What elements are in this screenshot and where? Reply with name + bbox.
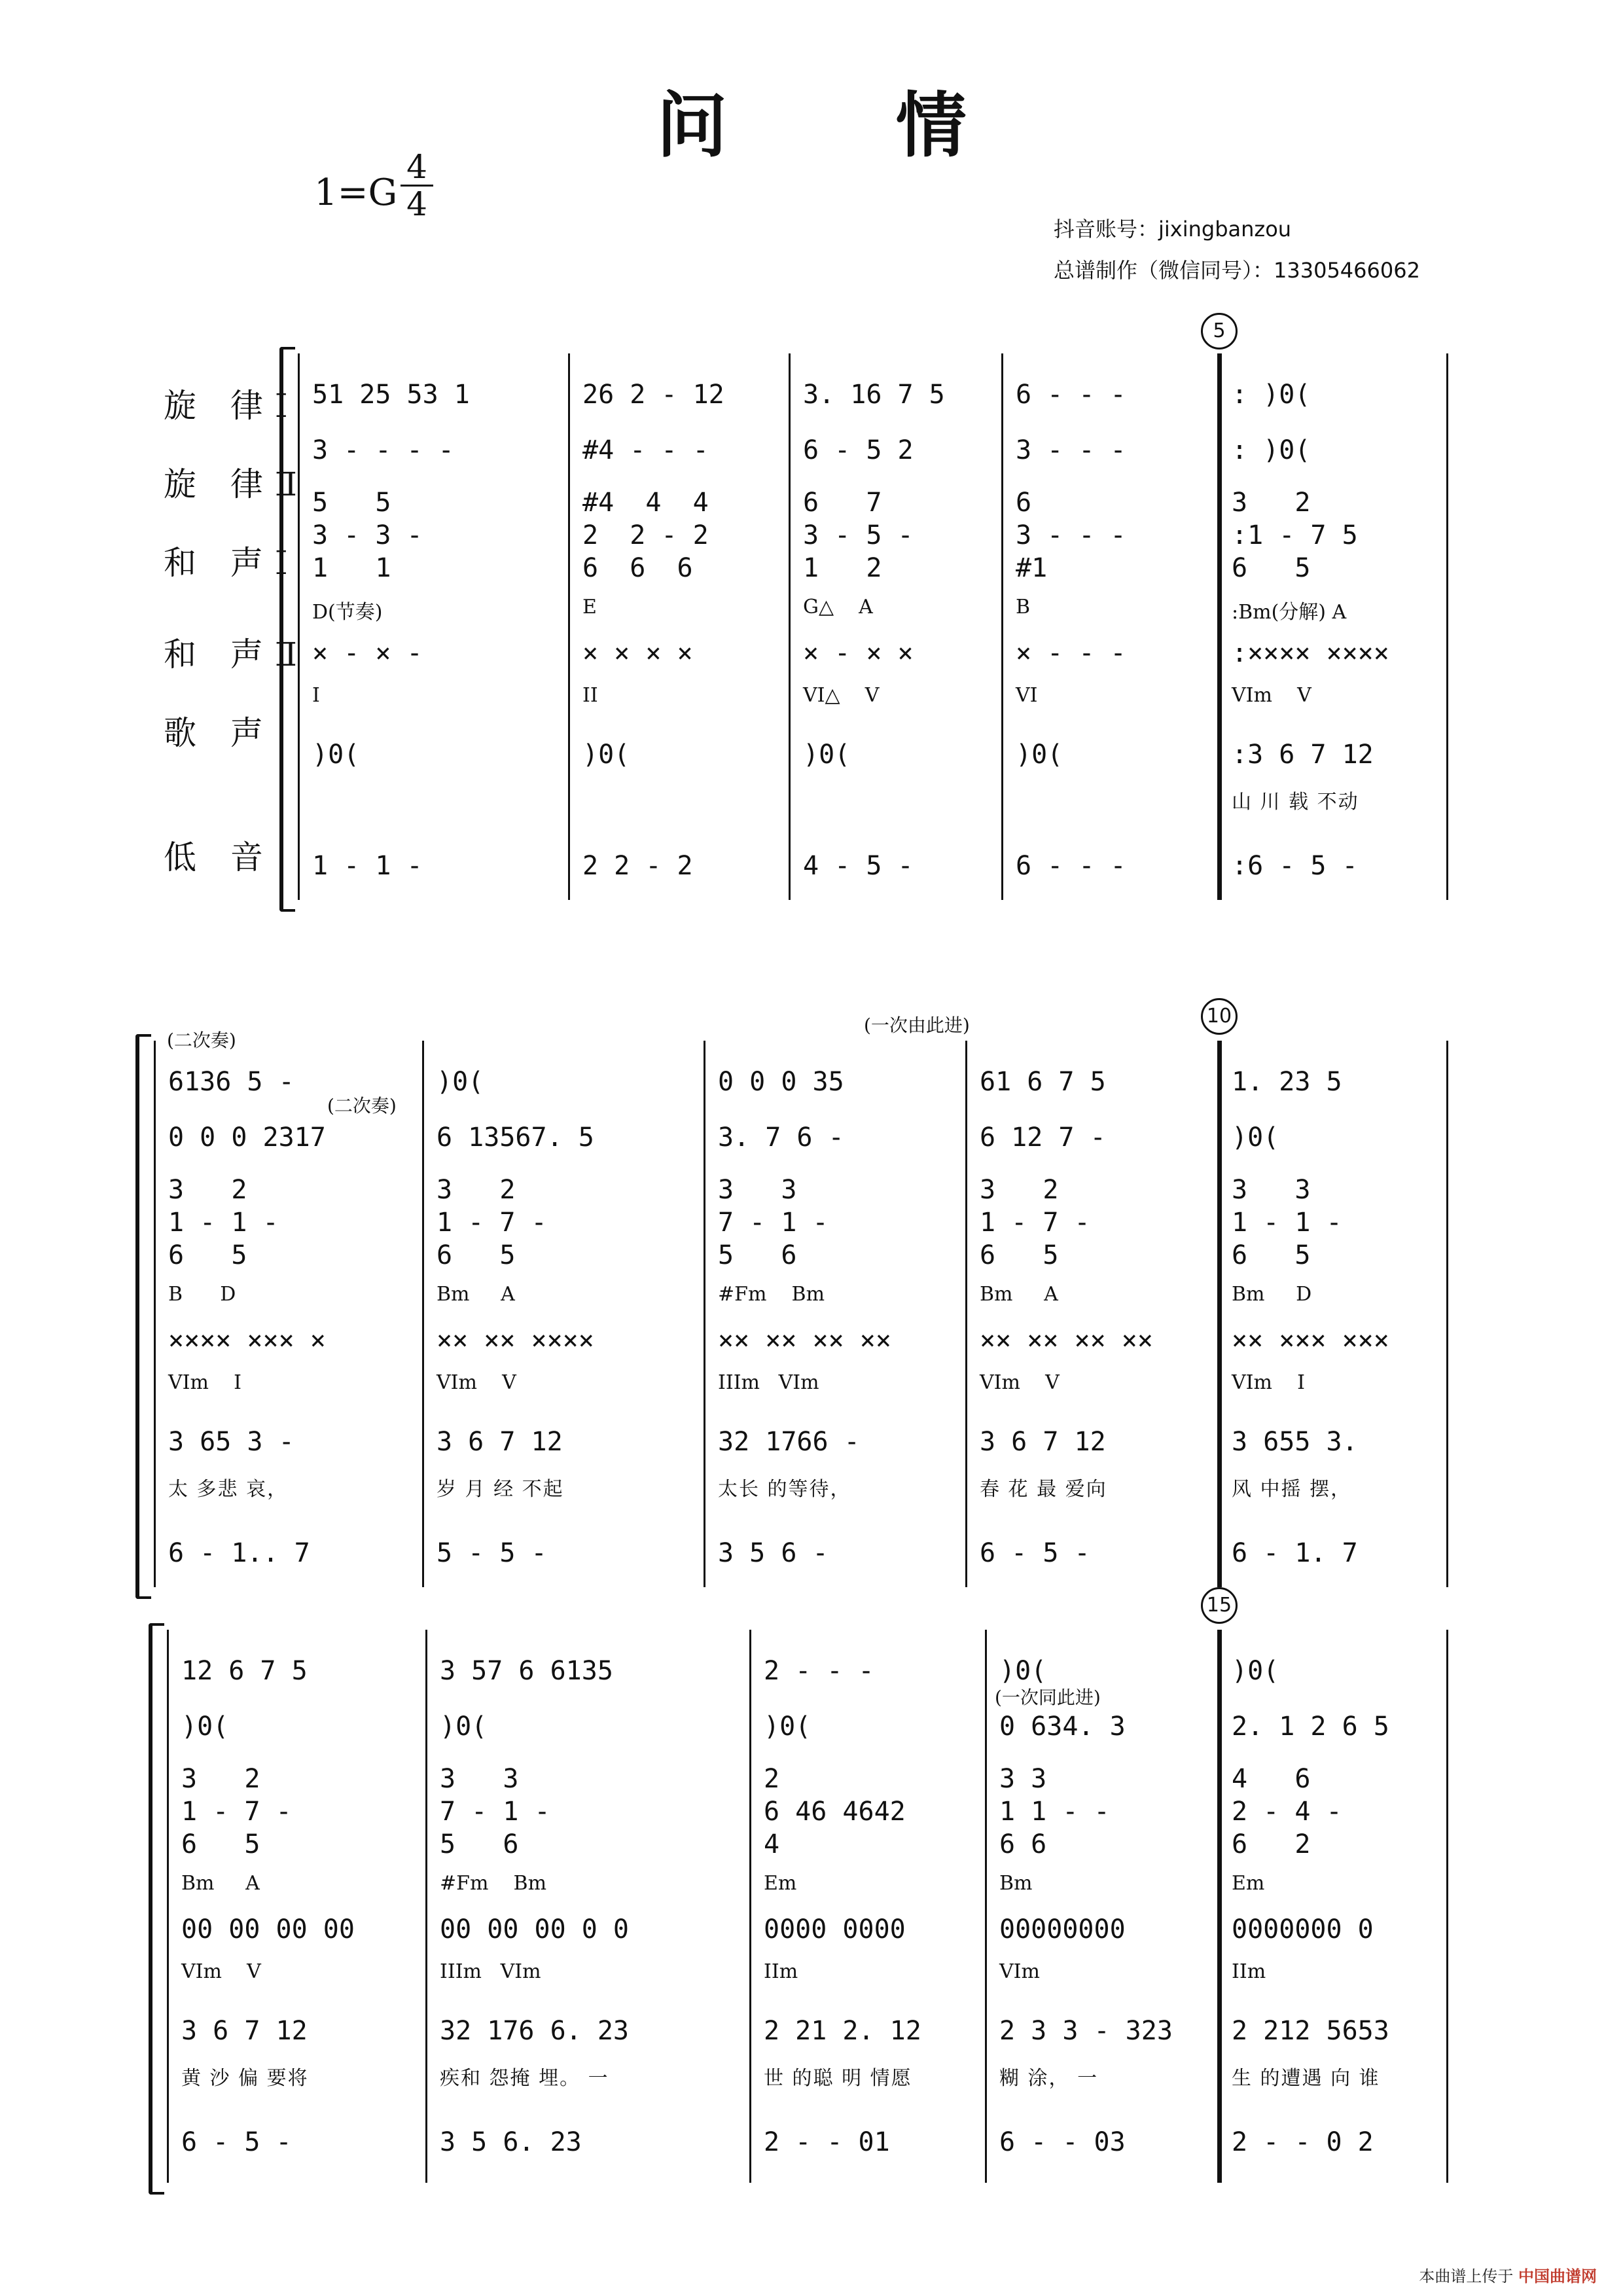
mel1-measure: 2 - - - bbox=[764, 1656, 874, 1686]
har-mid-measure: 1 - 7 - bbox=[181, 1797, 292, 1827]
instrument-label: 低 音 bbox=[164, 838, 275, 876]
voice-measure: :3 6 7 12 bbox=[1232, 740, 1374, 770]
mel1-measure: 6136 5 - bbox=[168, 1067, 294, 1097]
bar-line bbox=[1001, 353, 1003, 900]
lyrics-measure: 生 的遭遇 向 谁 bbox=[1232, 2067, 1380, 2090]
rhythm-measure: 00 00 00 00 bbox=[181, 1914, 355, 1945]
mel2-measure: )0( bbox=[440, 1712, 488, 1742]
chords-measure: Bm A bbox=[980, 1283, 1058, 1306]
lyrics-measure: 山 川 载 不动 bbox=[1232, 791, 1359, 814]
bar-line bbox=[1446, 1041, 1448, 1587]
voice-measure: )0( bbox=[1016, 740, 1063, 770]
har-bot-measure: 5 6 bbox=[440, 1829, 519, 1859]
rehearsal-mark: 15 bbox=[1201, 1587, 1238, 1624]
rhythm-measure: 00 00 00 0 0 bbox=[440, 1914, 629, 1945]
bass-measure: 4 - 5 - bbox=[803, 851, 914, 881]
first-time-enter-note: (一次同此进) bbox=[995, 1687, 1101, 1708]
mel1-measure: 6 - - - bbox=[1016, 380, 1126, 410]
footer-brand: 中国曲谱网 bbox=[1518, 2267, 1597, 2286]
har-bot-measure: 4 bbox=[764, 1829, 780, 1859]
mel2-measure: 0 0 0 2317 bbox=[168, 1122, 326, 1153]
har-top-measure: 3 2 bbox=[168, 1175, 247, 1205]
rhythm-measure: × - × - bbox=[312, 638, 423, 668]
chords-measure: :Bm(分解) A bbox=[1232, 601, 1347, 624]
instrument-label: 和 声Ⅰ bbox=[164, 544, 300, 582]
bass-measure: 2 - - 01 bbox=[764, 2127, 890, 2157]
har-bot-measure: 6 5 bbox=[168, 1240, 247, 1270]
har-mid-measure: 3 - 3 - bbox=[312, 520, 423, 550]
mel1-measure: 0 0 0 35 bbox=[718, 1067, 844, 1097]
degrees-measure: IIm bbox=[764, 1960, 798, 1983]
mel1-measure: 3 57 6 6135 bbox=[440, 1656, 613, 1686]
mel1-measure: )0( bbox=[999, 1656, 1047, 1686]
har-mid-measure: 1 1 - - bbox=[999, 1797, 1110, 1827]
bar-line bbox=[167, 1630, 169, 2183]
chords-measure: B D bbox=[168, 1283, 236, 1306]
mel2-measure: )0( bbox=[1232, 1122, 1279, 1153]
lyrics-measure: 太 多悲 哀， bbox=[168, 1478, 289, 1501]
voice-measure: 3 65 3 - bbox=[168, 1427, 294, 1457]
footer-text: 本曲谱上传于 bbox=[1419, 2267, 1514, 2286]
voice-measure: )0( bbox=[803, 740, 851, 770]
rhythm-measure: 0000 0000 bbox=[764, 1914, 906, 1945]
bar-line bbox=[789, 353, 791, 900]
har-top-measure: 4 6 bbox=[1232, 1764, 1311, 1794]
rhythm-measure: ×× ×× ×× ×× bbox=[718, 1325, 891, 1355]
mel1-measure: 3. 16 7 5 bbox=[803, 380, 945, 410]
har-top-measure: 2 bbox=[764, 1764, 780, 1794]
har-mid-measure: 1 - 1 - bbox=[1232, 1208, 1342, 1238]
har-mid-measure: :1 - 7 5 bbox=[1232, 520, 1358, 550]
mel2-measure: )0( bbox=[181, 1712, 229, 1742]
lyrics-measure: 黄 沙 偏 要将 bbox=[181, 2067, 309, 2090]
har-bot-measure: 6 5 bbox=[1232, 1240, 1311, 1270]
instrument-label: 和 声Ⅱ bbox=[164, 636, 309, 673]
douyin-credit: 抖音账号：jixingbanzou bbox=[1054, 217, 1292, 242]
chords-measure: #Fm Bm bbox=[440, 1872, 547, 1895]
har-mid-measure: 7 - 1 - bbox=[440, 1797, 550, 1827]
second-time-note: (二次奏) bbox=[167, 1030, 236, 1051]
mel2-measure: 0 634. 3 bbox=[999, 1712, 1126, 1742]
har-top-measure: 6 bbox=[1016, 488, 1032, 518]
bass-measure: 1 - 1 - bbox=[312, 851, 423, 881]
har-bot-measure: 1 2 bbox=[803, 553, 882, 583]
har-bot-measure: 6 5 bbox=[1232, 553, 1311, 583]
har-top-measure: 3 2 bbox=[1232, 488, 1311, 518]
lyrics-measure: 春 花 最 爱向 bbox=[980, 1478, 1107, 1501]
lyrics-measure: 风 中摇 摆， bbox=[1232, 1478, 1352, 1501]
voice-measure: )0( bbox=[582, 740, 630, 770]
bar-line bbox=[985, 1630, 987, 2183]
lyrics-measure: 世 的聪 明 情愿 bbox=[764, 2067, 912, 2090]
mel1-measure: 1. 23 5 bbox=[1232, 1067, 1342, 1097]
har-top-measure: 3 2 bbox=[181, 1764, 260, 1794]
maker-credit: 总谱制作（微信同号）：13305466062 bbox=[1054, 258, 1420, 283]
voice-measure: 3 655 3. bbox=[1232, 1427, 1358, 1457]
time-signature-top: 4 bbox=[406, 148, 427, 186]
har-top-measure: 3 3 bbox=[718, 1175, 797, 1205]
rhythm-measure: 0000000 0 bbox=[1232, 1914, 1374, 1945]
degrees-measure: VIm V bbox=[1232, 684, 1311, 707]
har-mid-measure: 3 - 5 - bbox=[803, 520, 914, 550]
har-bot-measure: 6 6 bbox=[999, 1829, 1047, 1859]
har-top-measure: 5 5 bbox=[312, 488, 391, 518]
bass-measure: 6 - 5 - bbox=[181, 2127, 292, 2157]
chords-measure: Em bbox=[764, 1872, 797, 1895]
mel1-measure: 61 6 7 5 bbox=[980, 1067, 1106, 1097]
har-top-measure: #4 4 4 bbox=[582, 488, 709, 518]
rhythm-measure: ×××× ××× × bbox=[168, 1325, 326, 1355]
mel1-measure: )0( bbox=[437, 1067, 484, 1097]
har-mid-measure: 1 - 1 - bbox=[168, 1208, 279, 1238]
chords-measure: Bm D bbox=[1232, 1283, 1312, 1306]
mel2-measure: #4 - - - bbox=[582, 435, 709, 465]
instrument-label: 旋 律Ⅰ bbox=[164, 387, 300, 425]
chords-measure: Em bbox=[1232, 1872, 1265, 1895]
har-top-measure: 3 3 bbox=[1232, 1175, 1311, 1205]
bar-line bbox=[704, 1041, 705, 1587]
mel1-measure: 12 6 7 5 bbox=[181, 1656, 308, 1686]
bar-line bbox=[425, 1630, 427, 2183]
har-bot-measure: 1 1 bbox=[312, 553, 391, 583]
voice-measure: 2 21 2. 12 bbox=[764, 2016, 921, 2046]
mel1-measure: 51 25 53 1 bbox=[312, 380, 470, 410]
bass-measure: 5 - 5 - bbox=[437, 1538, 547, 1568]
har-mid-measure: 6 46 4642 bbox=[764, 1797, 906, 1827]
degrees-measure: I bbox=[312, 684, 320, 707]
voice-measure: 2 3 3 - 323 bbox=[999, 2016, 1173, 2046]
har-top-measure: 3 2 bbox=[980, 1175, 1059, 1205]
degrees-measure: VIm bbox=[999, 1960, 1040, 1983]
chords-measure: G△ A bbox=[803, 596, 873, 619]
har-bot-measure: 6 5 bbox=[437, 1240, 516, 1270]
voice-measure: 3 6 7 12 bbox=[980, 1427, 1106, 1457]
har-bot-measure: 6 5 bbox=[980, 1240, 1059, 1270]
system-bracket bbox=[135, 1034, 151, 1599]
bar-line bbox=[1217, 1630, 1222, 2183]
bass-measure: 6 - 1.. 7 bbox=[168, 1538, 310, 1568]
bar-line bbox=[1217, 353, 1222, 900]
har-bot-measure: #1 bbox=[1016, 553, 1048, 583]
bass-measure: 6 - 5 - bbox=[980, 1538, 1090, 1568]
degrees-measure: IIIm VIm bbox=[718, 1371, 819, 1394]
rhythm-measure: ×× ××× ××× bbox=[1232, 1325, 1389, 1355]
har-top-measure: 3 3 bbox=[440, 1764, 519, 1794]
bass-measure: 2 - - 0 2 bbox=[1232, 2127, 1374, 2157]
bar-line bbox=[568, 353, 570, 900]
bass-measure: 3 5 6. 23 bbox=[440, 2127, 582, 2157]
voice-measure: 3 6 7 12 bbox=[437, 1427, 563, 1457]
mel1-measure: : )0( bbox=[1232, 380, 1311, 410]
bass-measure: 3 5 6 - bbox=[718, 1538, 829, 1568]
chords-measure: B bbox=[1016, 596, 1031, 619]
bass-measure: 6 - - - bbox=[1016, 851, 1126, 881]
lyrics-measure: 糊 涂， 一 bbox=[999, 2067, 1099, 2090]
bass-measure: 6 - - 03 bbox=[999, 2127, 1126, 2157]
rhythm-measure: ×× ×× ×× ×× bbox=[980, 1325, 1153, 1355]
mel1-measure: )0( bbox=[1232, 1656, 1279, 1686]
degrees-measure: VI bbox=[1016, 684, 1038, 707]
page-title: 问 情 bbox=[656, 85, 1039, 167]
lyrics-measure: 疾和 怨掩 埋。 一 bbox=[440, 2067, 609, 2090]
system-bracket bbox=[149, 1623, 164, 2195]
lyrics-measure: 岁 月 经 不起 bbox=[437, 1478, 564, 1501]
degrees-measure: VI△ V bbox=[803, 684, 880, 707]
bass-measure: 2 2 - 2 bbox=[582, 851, 693, 881]
bass-measure: :6 - 5 - bbox=[1232, 851, 1358, 881]
mel2-measure: 6 - 5 2 bbox=[803, 435, 914, 465]
har-mid-measure: 7 - 1 - bbox=[718, 1208, 829, 1238]
degrees-measure: IIm bbox=[1232, 1960, 1266, 1983]
bar-line bbox=[298, 353, 300, 900]
har-mid-measure: 1 - 7 - bbox=[437, 1208, 547, 1238]
instrument-label: 歌 声 bbox=[164, 714, 275, 752]
voice-measure: 32 176 6. 23 bbox=[440, 2016, 629, 2046]
rhythm-measure: × × × × bbox=[582, 638, 693, 668]
degrees-measure: VIm V bbox=[437, 1371, 516, 1394]
first-time-enter-note: (一次由此进) bbox=[864, 1014, 970, 1036]
mel1-measure: 26 2 - 12 bbox=[582, 380, 724, 410]
voice-measure: )0( bbox=[312, 740, 360, 770]
degrees-measure: VIm I bbox=[168, 1371, 241, 1394]
bar-line bbox=[422, 1041, 424, 1587]
bar-line bbox=[1446, 353, 1448, 900]
time-signature bbox=[401, 148, 433, 223]
chords-measure: Bm A bbox=[181, 1872, 260, 1895]
chords-measure: Bm bbox=[999, 1872, 1033, 1895]
chords-measure: D(节奏) bbox=[312, 601, 383, 624]
har-mid-measure: 2 - 4 - bbox=[1232, 1797, 1342, 1827]
rhythm-measure: :×××× ×××× bbox=[1232, 638, 1389, 668]
rehearsal-mark: 10 bbox=[1201, 998, 1238, 1035]
bar-line bbox=[1446, 1630, 1448, 2183]
degrees-measure: II bbox=[582, 684, 598, 707]
degrees-measure: VIm V bbox=[181, 1960, 261, 1983]
har-bot-measure: 6 6 6 bbox=[582, 553, 693, 583]
chords-measure: E bbox=[582, 596, 597, 619]
rhythm-measure: 00000000 bbox=[999, 1914, 1126, 1945]
bar-line bbox=[965, 1041, 967, 1587]
voice-measure: 2 212 5653 bbox=[1232, 2016, 1389, 2046]
mel2-measure: )0( bbox=[764, 1712, 812, 1742]
lyrics-measure: 太长 的等待， bbox=[718, 1478, 851, 1501]
degrees-measure: IIIm VIm bbox=[440, 1960, 541, 1983]
rhythm-measure: ×× ×× ×××× bbox=[437, 1325, 594, 1355]
degrees-measure: VIm V bbox=[980, 1371, 1060, 1394]
voice-measure: 3 6 7 12 bbox=[181, 2016, 308, 2046]
mel2-measure: 6 12 7 - bbox=[980, 1122, 1106, 1153]
second-time-note: (二次奏) bbox=[327, 1095, 397, 1117]
har-bot-measure: 6 5 bbox=[181, 1829, 260, 1859]
har-top-measure: 3 2 bbox=[437, 1175, 516, 1205]
har-top-measure: 3 3 bbox=[999, 1764, 1047, 1794]
footer bbox=[1419, 2263, 1597, 2286]
degrees-measure: VIm I bbox=[1232, 1371, 1305, 1394]
chords-measure: #Fm Bm bbox=[718, 1283, 825, 1306]
time-signature-bottom: 4 bbox=[406, 185, 427, 223]
rehearsal-mark: 5 bbox=[1201, 313, 1238, 350]
bar-line bbox=[1217, 1041, 1222, 1587]
har-mid-measure: 3 - - - bbox=[1016, 520, 1126, 550]
chords-measure: Bm A bbox=[437, 1283, 515, 1306]
har-bot-measure: 5 6 bbox=[718, 1240, 797, 1270]
har-top-measure: 6 7 bbox=[803, 488, 882, 518]
mel2-measure: 2. 1 2 6 5 bbox=[1232, 1712, 1389, 1742]
key-signature: 1=G bbox=[314, 171, 398, 214]
mel2-measure: 3 - - - bbox=[1016, 435, 1126, 465]
mel2-measure: 3. 7 6 - bbox=[718, 1122, 844, 1153]
mel2-measure: 6 13567. 5 bbox=[437, 1122, 594, 1153]
har-bot-measure: 6 2 bbox=[1232, 1829, 1311, 1859]
har-mid-measure: 2 2 - 2 bbox=[582, 520, 709, 550]
bar-line bbox=[154, 1041, 156, 1587]
mel2-measure: : )0( bbox=[1232, 435, 1311, 465]
instrument-label: 旋 律Ⅱ bbox=[164, 465, 309, 503]
bar-line bbox=[749, 1630, 751, 2183]
har-mid-measure: 1 - 7 - bbox=[980, 1208, 1090, 1238]
mel2-measure: 3 - - - - bbox=[312, 435, 454, 465]
rhythm-measure: × - - - bbox=[1016, 638, 1126, 668]
voice-measure: 32 1766 - bbox=[718, 1427, 860, 1457]
bass-measure: 6 - 1. 7 bbox=[1232, 1538, 1358, 1568]
rhythm-measure: × - × × bbox=[803, 638, 914, 668]
